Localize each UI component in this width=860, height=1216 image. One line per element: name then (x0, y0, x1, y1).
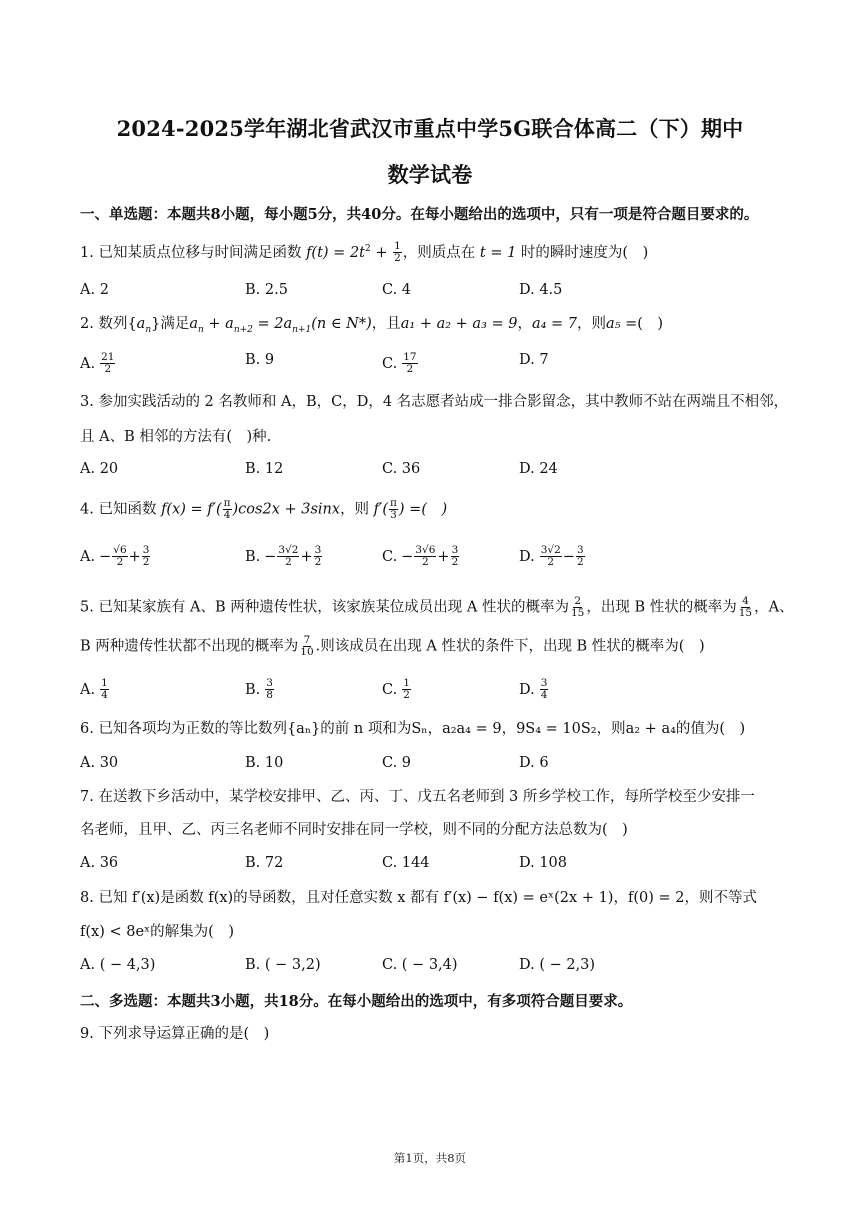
question-3-options (80, 461, 800, 485)
question-2-options (80, 352, 800, 376)
option-b[interactable]: B. 10 (245, 755, 284, 771)
option-a[interactable]: A. 20 (80, 461, 119, 477)
question-8-line1: 8. 已知 f′(x)是函数 f(x)的导函数，且对任意实数 x 都有 f′(x) − f(x) = eˣ(2x + 1)，f(0) = 2，则不等式 (80, 890, 757, 906)
question-1: 1. 已知某质点位移与时间满足函数 $f(t) = 2t^2$ + $\frac{1}{2}$ ，则质点在 t = 1 时的瞬时速度为( ) (80, 240, 649, 265)
option-b[interactable]: B. 72 (245, 855, 284, 871)
question-7-line2: 名老师，且甲、乙、丙三名老师不同时安排在同一学校，则不同的分配方法总数为( ) (80, 822, 628, 838)
section-single-choice: 一、单选题：本题共8小题，每小题5分，共40分。在每小题给出的选项中，只有一项是符合题目要求的。 (80, 206, 759, 223)
option-d[interactable]: D. $\frac{3}{4}$ (519, 677, 548, 701)
option-c[interactable]: C. 9 (382, 755, 412, 771)
question-6-options (80, 755, 800, 779)
question-5-line2: B 两种遗传性状都不出现的概率为 $\frac{7}{10}$ .则该成员在出现 A 性状的条件下，出现 B 性状的概率为( ) (80, 634, 705, 658)
option-b[interactable]: B. 12 (245, 461, 284, 477)
option-c[interactable]: C. $\frac{17}{2}$ (382, 351, 417, 375)
option-c[interactable]: C. 36 (382, 461, 421, 477)
option-d[interactable]: D. ( − 2,3) (519, 957, 596, 973)
option-c[interactable]: C. ( − 3,4) (382, 957, 458, 973)
option-a[interactable]: A. $\frac{1}{4}$ (80, 677, 108, 701)
question-5-options (80, 678, 800, 702)
option-a[interactable]: A. $\frac{21}{2}$ (80, 351, 115, 375)
fraction: $\frac{1}{2}$ (394, 240, 401, 265)
option-d[interactable]: D. 24 (519, 461, 558, 477)
option-a[interactable]: A. 30 (80, 755, 119, 771)
option-d[interactable]: D. 108 (519, 855, 568, 871)
option-a[interactable]: A. 36 (80, 855, 119, 871)
question-3-line2: 且 A、B 相邻的方法有( )种. (80, 429, 272, 445)
question-9: 9. 下列求导运算正确的是( ) (80, 1026, 270, 1042)
option-b[interactable]: B. − $\frac{3√2}{2}$ + $\frac{3}{2}$ (245, 544, 322, 568)
question-6: 6. 已知各项均为正数的等比数列{aₙ}的前 n 项和为Sₙ，a₂a₄ = 9，9S₄ = 10S₂，则a₂ + a₄的值为( ) (80, 721, 746, 737)
option-c[interactable]: C. $\frac{1}{2}$ (382, 677, 410, 701)
question-5-line1: 5. 已知某家族有 A、B 两种遗传性状，该家族某位成员出现 A 性状的概率为 $\frac{2}{15}$ ，出现 B 性状的概率为 $\frac{4}{15}$ ，A、 (80, 595, 794, 619)
question-7-line1: 7. 在送教下乡活动中，某学校安排甲、乙、丙、丁、戊五名老师到 3 所乡学校工作，每所学校至少安排一 (80, 789, 755, 805)
option-a[interactable]: A. ( − 4,3) (80, 957, 156, 973)
option-a[interactable]: A. 2 (80, 282, 109, 298)
question-7-options (80, 855, 800, 879)
question-8-options (80, 957, 800, 981)
option-b[interactable]: B. $\frac{3}{8}$ (245, 677, 273, 701)
question-2: 2. 数列$\{a_n\}$满足$a_n + a_{n+2} = 2a_{n+1}(n$ ∈ N*)，且a₁ + a₂ + a₃ = 9，a₄ = 7，则a₅ =( ) (80, 316, 664, 335)
exam-title-line1: 2024-2025学年湖北省武汉市重点中学5G联合体高二（下）期中 (116, 116, 744, 141)
page-number: 第1页，共8页 (393, 1151, 467, 1165)
option-d[interactable]: D. 6 (519, 755, 549, 771)
question-8-line2: f(x) < 8eˣ的解集为( ) (80, 924, 234, 940)
section-multiple-choice: 二、多选题：本题共3小题，共18分。在每小题给出的选项中，有多项符合题目要求。 (80, 993, 633, 1010)
option-c[interactable]: C. 144 (382, 855, 430, 871)
question-4: 4. 已知函数 f(x) = f′( $\frac{\pi}{4}$ )cos2x + 3sinx，则 f′( $\frac{\pi}{3}$ ) =( ) (80, 497, 448, 521)
question-1-options (80, 282, 800, 306)
question-4-options (80, 545, 800, 569)
option-d[interactable]: D. 4.5 (519, 282, 563, 298)
option-b[interactable]: B. 2.5 (245, 282, 288, 298)
option-c[interactable]: C. − $\frac{3√6}{2}$ + $\frac{3}{2}$ (382, 544, 459, 568)
option-c[interactable]: C. 4 (382, 282, 412, 298)
option-d[interactable]: D. 7 (519, 352, 549, 368)
option-a[interactable]: A. − $\frac{√6}{2}$ + $\frac{3}{2}$ (80, 544, 150, 568)
exam-title-line2: 数学试卷 (387, 162, 473, 187)
option-b[interactable]: B. ( − 3,2) (245, 957, 321, 973)
option-b[interactable]: B. 9 (245, 352, 275, 368)
option-d[interactable]: D. $\frac{3√2}{2}$ − $\frac{3}{2}$ (519, 544, 584, 568)
question-3-line1: 3. 参加实践活动的 2 名教师和 A，B，C，D，4 名志愿者站成一排合影留念，其中教师不站在两端且不相邻， (80, 394, 789, 410)
